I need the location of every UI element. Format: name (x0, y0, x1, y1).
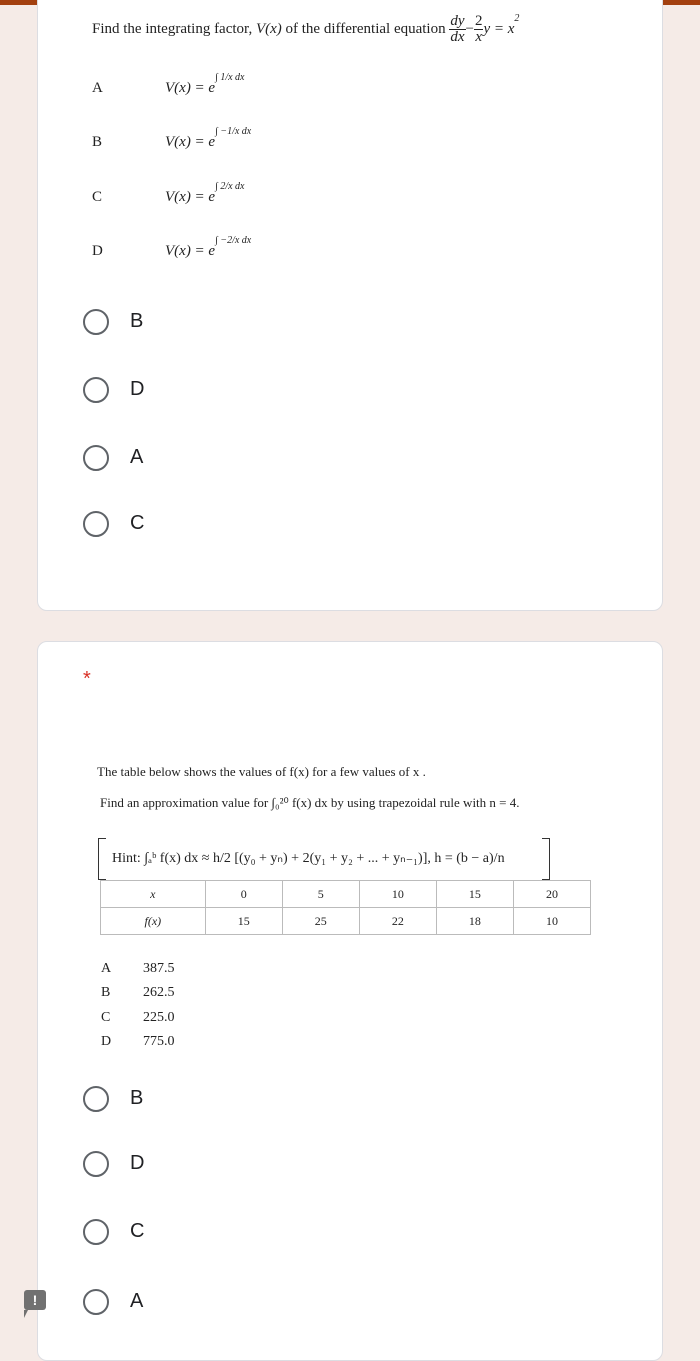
q2-choice-value: 775.0 (143, 1034, 175, 1049)
q1-choice-letter: C (92, 189, 103, 205)
warning-icon: ! (24, 1290, 46, 1310)
q1-choice-formula: $V(x) = e^{\int 1/x dx}$ (165, 72, 245, 96)
q1-choice-formula: $V(x) = e^{\int 2/x dx}$ (165, 181, 245, 205)
q2-radio-label[interactable]: C (130, 1220, 145, 1242)
q1-choice-letter: B (92, 134, 103, 150)
hint-formula: Hint: ∫ₐᵇ f(x) dx ≈ h/2 [(y₀ + yₙ) + 2(y₁ + y₂ + ... + yₙ₋₁)], h = (b − a)/n (112, 851, 505, 866)
q2-text-line2: Find an approximation value for ∫₀²⁰ f(x) dx by using trapezoidal rule with n = 4. (100, 795, 520, 810)
q1-radio-label[interactable]: A (130, 446, 144, 468)
q1-radio-option-c[interactable] (83, 511, 109, 537)
q2-radio-option-d[interactable] (83, 1151, 109, 1177)
q2-radio-option-a[interactable] (83, 1289, 109, 1315)
q1-choice-letter: D (92, 243, 103, 259)
q1-choice-letter: A (92, 80, 103, 96)
q1-choice-formula: $V(x) = e^{\int -2/x dx}$ (165, 235, 252, 259)
q1-radio-label[interactable]: C (130, 512, 145, 534)
q1-radio-option-a[interactable] (83, 445, 109, 471)
q1-radio-option-d[interactable] (83, 377, 109, 403)
hint-bracket-right (542, 838, 550, 880)
q2-radio-label[interactable]: D (130, 1152, 145, 1174)
q2-radio-option-b[interactable] (83, 1086, 109, 1112)
q2-text-line1: The table below shows the values of f(x) for a few values of x . (97, 764, 426, 779)
table-row: x 0 5 10 15 20 (101, 881, 591, 908)
q2-choice-letter: A (101, 961, 112, 976)
q2-radio-label[interactable]: A (130, 1290, 144, 1312)
q1-choice-formula: $V(x) = e^{\int -1/x dx}$ (165, 126, 252, 150)
question-card-2 (37, 641, 663, 1361)
q1-prompt: Find the integrating factor, V(x) of the differential equation $\frac{dy}{dx}$ − $\frac{2}{x}$ $y = x^2$ (92, 12, 520, 45)
q2-radio-label[interactable]: B (130, 1087, 144, 1109)
q2-choice-value: 387.5 (143, 961, 175, 976)
eq-dydx: $\frac{dy}{dx}$ (450, 13, 465, 45)
q2-choice-letter: C (101, 1010, 111, 1025)
q2-radio-option-c[interactable] (83, 1219, 109, 1245)
required-asterisk: * (83, 668, 91, 690)
q2-choice-value: 262.5 (143, 985, 175, 1000)
q1-radio-option-b[interactable] (83, 309, 109, 335)
q1-radio-label[interactable]: B (130, 310, 144, 332)
q2-choice-value: 225.0 (143, 1010, 175, 1025)
q2-choice-letter: B (101, 985, 111, 1000)
q1-radio-label[interactable]: D (130, 378, 145, 400)
table-row: f(x) 15 25 22 18 10 (101, 908, 591, 935)
hint-bracket-left (98, 838, 106, 880)
values-table (100, 880, 591, 935)
q2-choice-letter: D (101, 1034, 112, 1049)
